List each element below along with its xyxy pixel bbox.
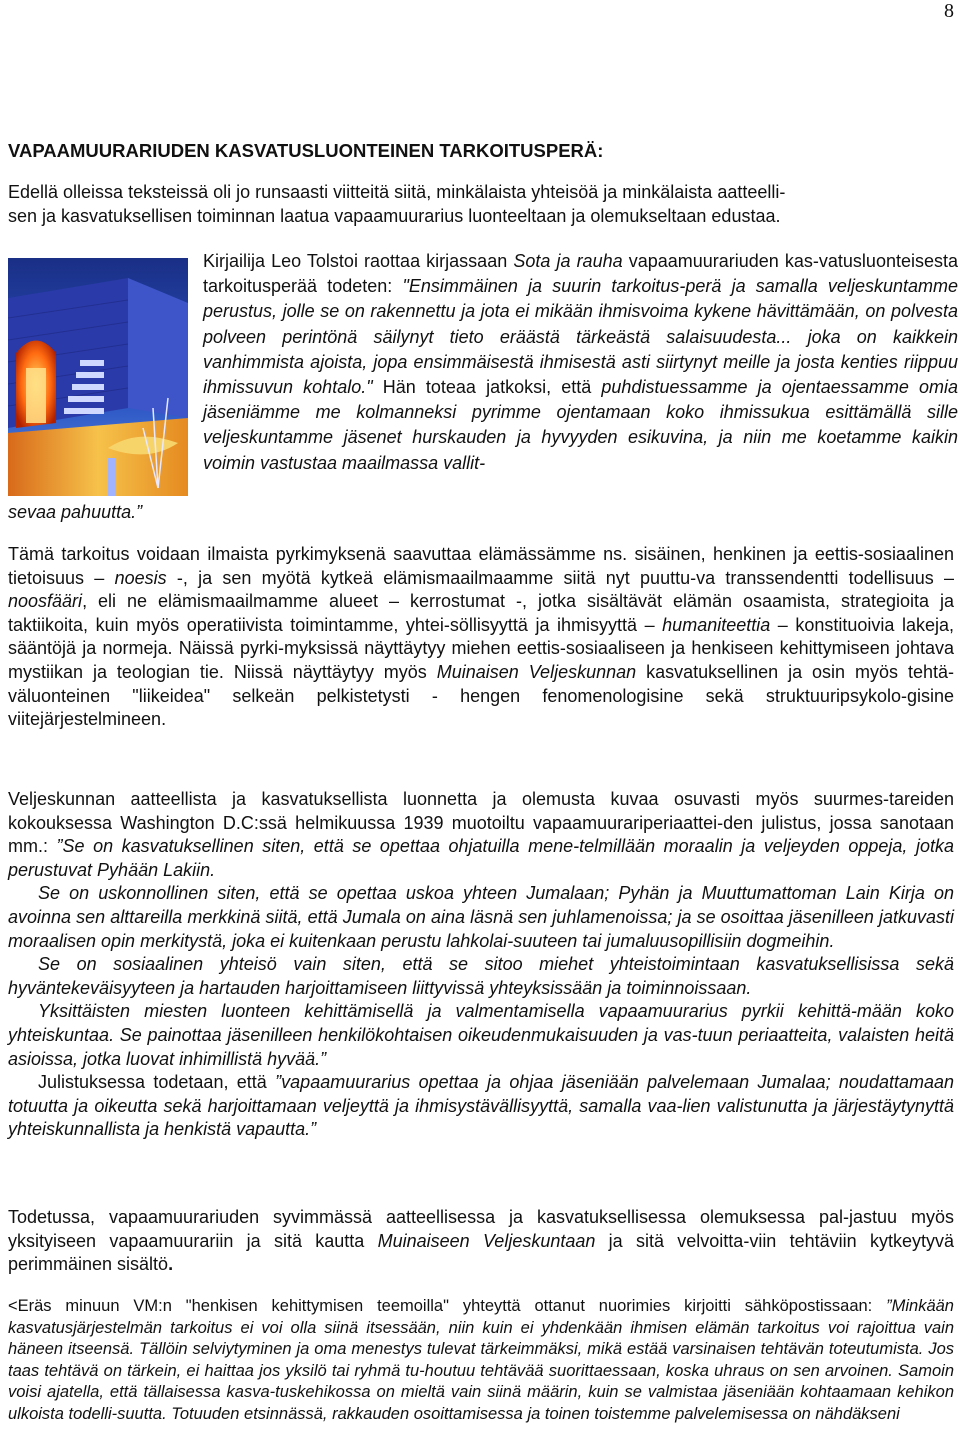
intro-paragraph: Edellä olleissa teksteissä oli jo runsaasti viitteitä siitä, minkälaista yhteisöä ja minkälaista aatteelli- sen ja kasvatuksellisen toiminnan laatua vapaamuurarius luonteeltaan ja olemukseltaan edustaa.: [8, 182, 786, 226]
section-heading: VAPAAMUURARIUDEN KASVATUSLUONTEINEN TARKOITUSPERÄ:: [8, 140, 604, 161]
washington-declaration: Veljeskunnan aatteellista ja kasvatuksellista luonnetta ja olemusta kuvaa osuvasti myös suurmes-tareiden kokouksessa Washington D.C:ssä helmikuussa 1939 muotoiltu vapaamuurariperiaattei-den julistus, jossa sanotaan mm.: ”Se on kasvatuksellinen siten, että se opettaa ohjatuilla mene-telmillään moraalin ja veljeyden oppeja, jotka perustuvat Pyhään Lakiin. Se on uskonnollinen siten, että se opettaa uskoa yhteen Jumalaan; Pyhän ja Muuttumattoman Lain Kirja on avoinna sen alttareilla merkkinä siitä, että Jumala on aina läsnä sen juhlamenoissa; ja se osoittaa jäsenilleen jatkuvasti moraalisen opin merkitystä, joka ei kuitenkaan perustu lahkolai-suuteen tai jumaluusopillisiin dogmeihin. Se on sosiaalinen yhteisö vain siten, että se sitoo miehet yhteistoimintaan kasvatuksellisissa sekä hyväntekeväisyyteen ja hartauden harjoittamiseen liittyvissä yhteyksissään ja toiminnoissaan. Yksittäisten miesten luonteen kehittämisellä ja valmentamisella vapaamuurarius pyrkii kehittä-mään koko yhteiskuntaa. Se painottaa jäsenilleen henkilökohtaisen oikeudenmukaisuuden ja vas-tuun periaatteita, valaisten heitä asioissa, jotka luovat inhimillistä hyvää.” Julistuksessa todetaan, että ”vapaamuurarius opettaa ja ohjaa jäseniään palvelemaan Jumalaa; noudattamaan totuutta ja oikeutta sekä harjoittamaan veljeyttä ja ihmisystävällisyyttä, samalla vaa-lien valistunutta ja järjestäytynyttä yhteiskunnallista ja henkistä vapautta.”: [8, 789, 955, 1140]
tolstoi-paragraph: Kirjailija Leo Tolstoi raottaa kirjassaan Sota ja rauha vapaamuurariuden kas-vatusluonteisesta tarkoitusperää todeten: "Ensimmäinen ja suurin tarkoitus-perä ja samalla veljeskuntamme perustus, jolle se on rakennettu ja jota ei mikään ihmisvoima kykene hävittämään, on polvesta polveen perintönä säilynyt tieto eräästä tärkeästä salaisuudesta... joka on kaikkein vanhimmista ajoista, jopa ensimmäisestä ihmisestä asti siirtynyt meille ja josta kenties riippuu ihmissuvun kohtalo." Hän toteaa jatkoksi, että puhdistuessamme ja ojentaessamme omia jäseniämme me kolmanneksi pyrimme ojentamaan koko ihmissukua esittämällä sille veljeskuntamme jäsenet hurskauden ja hyvyyden esikuvina, ja niin me koetamme kaikin voimin vastustaa maailmassa vallit-: [203, 251, 959, 473]
painting-image: [8, 258, 188, 496]
email-note: <Eräs minuun VM:n "henkisen kehittymisen teemoilla" yhteyttä ottanut nuorimies kirjoitti sähköpostissaan: ”Minkään kasvatusjärjestelmän tarkoitus ei voi olla siinä itsessään, niin kuin ei yhdenkään ihmisen elämän tarkoitus voi rajoittua vain häneen itseensä. Tällöin selviytyminen ja oma menestys tulevat tärkeimmäksi, mikä estää varsinaisen tehtävän toteutumista. Jos taas tehtävä on tärkein, ei haittaa jos yksilö tai ryhmä tu-houtuu tehtävää suorittaessaan, koska uhraus on sen arvoinen. Samoin voisi ajatella, että tällaisessa kasva-tuskehikossa on mieltä vain siinä määrin, kuin se valmistaa jäseniään kohtaamaan kehikon ulkoista todelli-suutta. Totuuden etsinnässä, rakkauden osoittamisessa ja toinen toistemme palvelemisessa on nähdäkseni: [8, 1297, 954, 1423]
tolstoi-quote-tail: sevaa pahuutta.”: [8, 502, 143, 522]
conclusion-paragraph: Todetussa, vapaamuurariuden syvimmässä aatteellisessa ja kasvatuksellisessa olemuksessa pal-jastuu myös yksityiseen vapaamuurariin ja sitä kautta Muinaiseen Veljeskuntaan ja sitä velvoitta-viin tehtäviin kytkeytyvä perimmäinen sisältö.: [8, 1207, 954, 1275]
page-number: 8: [944, 0, 954, 22]
purpose-paragraph: Tämä tarkoitus voidaan ilmaista pyrkimyksenä saavuttaa elämässämme ns. sisäinen, henkinen ja eettis-sosiaalinen tietoisuus – noesis -, ja sen myötä kytkeä elämismaailmaamme siitä nyt puuttu-va transsendentti todellisuus – noosfääri, eli ne elämismaailmamme alueet – kerrostumat -, jotka sisältävät elämän osaamista, strategioita ja taktiikoita, kuin myös operatiivista toimintamme, yhtei-söllisyyttä ja ihmisyyttä – humaniteettia – konstituoivia lakeja, sääntöjä ja normeja. Näissä pyrki-myksissä näyttäytyy miehen eettis-sosiaaliseen ja henkiseen kehittymiseen johtava mystiikan ja teologian tie. Niissä näyttäytyy myös Muinaisen Veljeskunnan kasvatuksellinen ja osin myös tehtä-väluonteinen "liikeidea" selkeän pelkistetysti - hengen fenomenologisine sekä struktuuripsykolo-gisine viitejärjestelmineen.: [8, 544, 955, 730]
painting-illustration: [8, 258, 188, 496]
